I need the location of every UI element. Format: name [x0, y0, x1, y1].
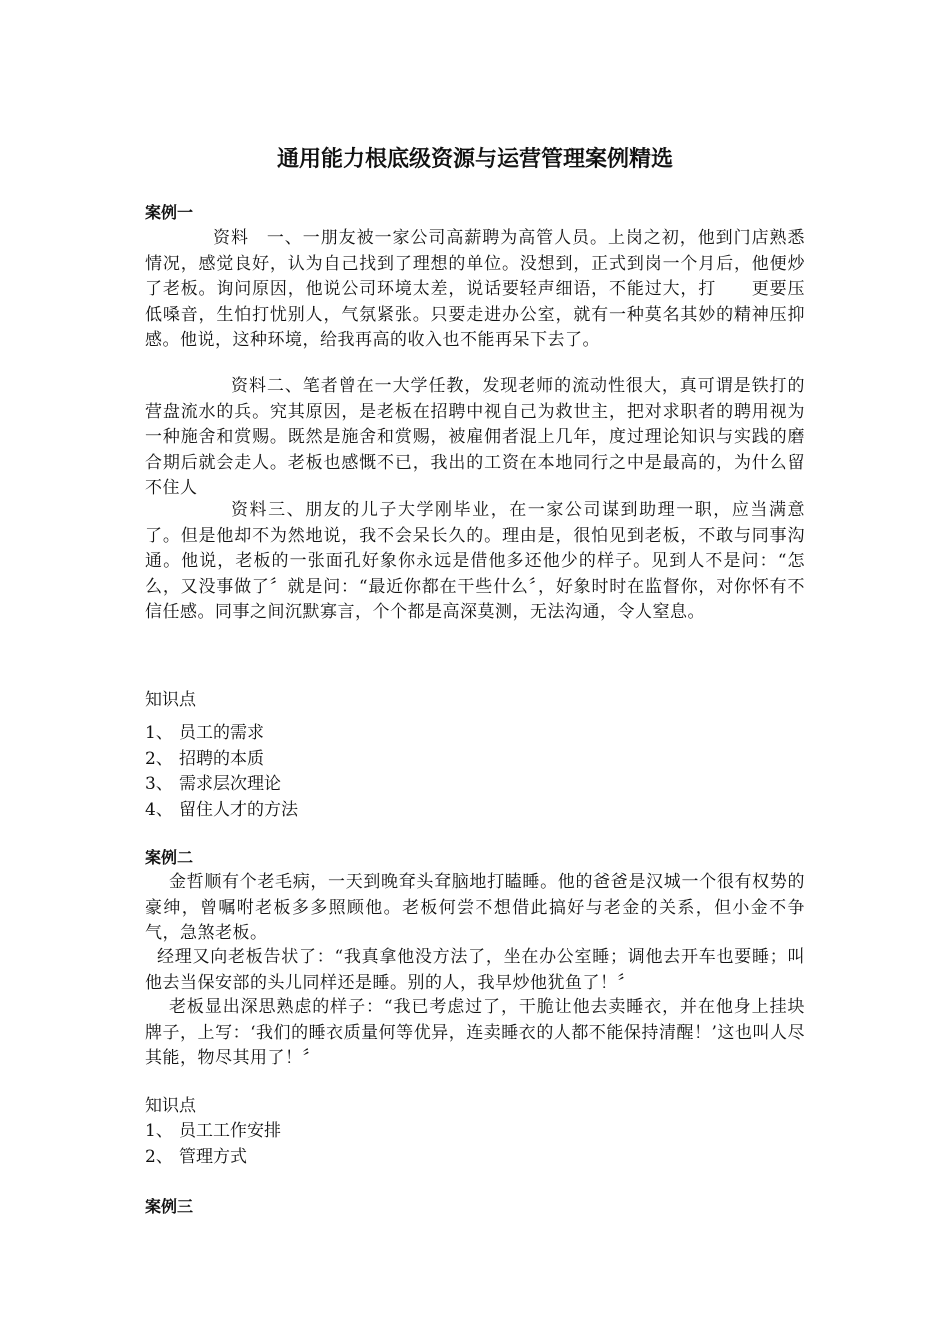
list-item	[145, 1119, 281, 1145]
list-item	[145, 1145, 281, 1171]
list-item-text: 招聘的本质	[179, 748, 264, 769]
list-item	[145, 747, 298, 773]
case2-knowledge-list	[145, 1119, 281, 1170]
list-item-number: 2、	[145, 748, 173, 769]
list-item-number: 4、	[145, 799, 173, 820]
list-item-text: 需求层次理论	[179, 774, 281, 794]
case1-paragraph-3: 资料三、朋友的儿子大学刚毕业，在一家公司谋到助理一职，应当满意了。但是他却不为然地说，我不会呆长久的。理由是，很怕见到老板，不敢与同事沟通。他说，老板的一张面孔好象你永远是借他多还他少的样子。见到人不是问：“怎么，又没事做了〞就是问：“最近你都在干些什么〞，好象时时在监督你，对你怀有不信任感。同事之间沉默寡言，个个都是高深莫测，无法沟通，令人窒息。	[145, 500, 805, 622]
list-item	[145, 798, 298, 824]
list-item	[145, 721, 298, 747]
case1-paragraph-2: 资料二、笔者曾在一大学任教，发现老师的流动性很大，真可谓是铁打的营盘流水的兵。究其原因，是老板在招聘中视自己为救世主，把对求职者的聘用视为一种施舍和赏赐。既然是施舍和赏赐，被雇佣者混上几年，度过理论知识与实践的磨合期后就会走人。老板也感慨不已，我出的工资在本地同行之中是最高的，为什么留不住人	[145, 376, 805, 498]
document-title: 通用能力根底级资源与运营管理案例精选	[276, 147, 673, 172]
case1-paragraph-1: 资料 一、一朋友被一家公司高薪聘为高管人员。上岗之初，他到门店熟悉情况，感觉良好，认为自己找到了理想的单位。没想到，正式到岗一个月后，他便炒了老板。询问原因，他说公司环境太差，说话要轻声细语，不能过大，打 更要压低嗓音，生怕打忧别人，气氛紧张。只要走进办公室，就有一种莫名其妙的精神压抑感。他说，这种环境，给我再高的收入也不能再呆下去了。	[145, 228, 805, 350]
list-item-text: 员工工作安排	[179, 1121, 281, 1141]
case2-knowledge-label: 知识点	[145, 1096, 196, 1116]
case2-paragraph-2: 经理又向老板告状了：“我真拿他没方法了，坐在办公室睡；调他去开车也要睡；叫他去当保安部的头儿同样还是睡。别的人，我早炒他犹鱼了！〞	[145, 947, 805, 993]
list-item-text: 管理方式	[179, 1146, 247, 1167]
list-item-number: 1、	[145, 723, 173, 743]
list-item-text: 留住人才的方法	[179, 799, 298, 820]
case2-paragraph-1: 金哲顺有个老毛病，一天到晚耷头耷脑地打瞌睡。他的爸爸是汉城一个很有权势的豪绅，曾嘱咐老板多多照顾他。老板何尝不想借此搞好与老金的关系，但小金不争气，急煞老板。	[145, 872, 805, 943]
case2-paragraph-3: 老板显出深思熟虑的样子：“我已考虑过了，干脆让他去卖睡衣，并在他身上挂块牌子，上写：‘我们的睡衣质量何等优异，连卖睡衣的人都不能保持清醒！’这也叫人尽其能，物尽其用了！〞	[145, 997, 805, 1068]
list-item-text: 员工的需求	[179, 723, 264, 743]
list-item	[145, 772, 298, 798]
list-item-number: 1、	[145, 1121, 173, 1141]
case1-knowledge-list	[145, 721, 298, 823]
case1-heading: 案例一	[145, 203, 194, 222]
list-item-number: 2、	[145, 1146, 173, 1167]
case2-heading: 案例二	[145, 848, 194, 867]
list-item-number: 3、	[145, 774, 173, 794]
case3-heading: 案例三	[145, 1197, 194, 1216]
case1-knowledge-label: 知识点	[145, 690, 196, 710]
